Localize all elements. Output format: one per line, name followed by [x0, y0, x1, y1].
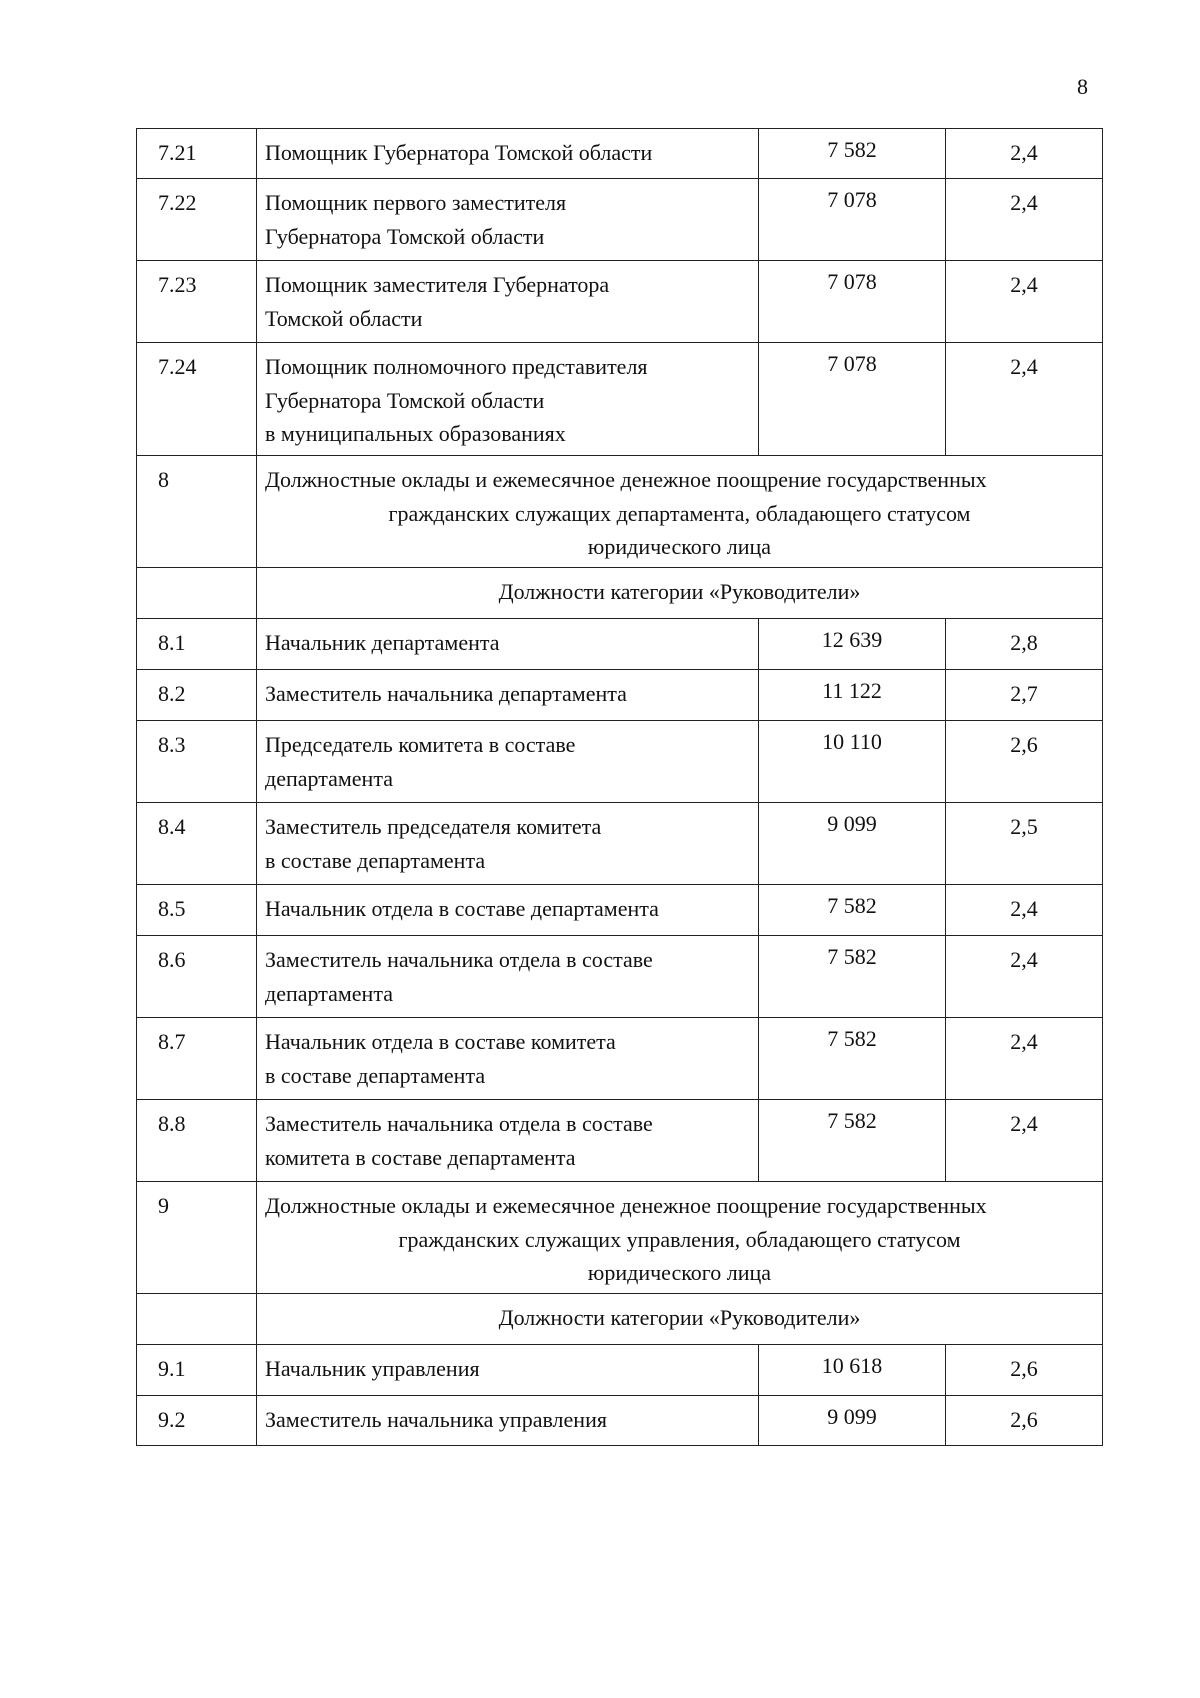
salary-cell: 11 122: [759, 670, 946, 721]
row-number: 8.5: [137, 885, 257, 936]
salary-table: [136, 128, 1103, 1446]
section-number: 8: [137, 456, 257, 568]
salary-cell: 7 582: [759, 1100, 946, 1182]
table-row: [137, 1345, 1103, 1396]
position-name: [257, 179, 759, 261]
table-row: [137, 803, 1103, 885]
salary-cell: 7 582: [759, 129, 946, 179]
row-number: 9.1: [137, 1345, 257, 1396]
position-name-line: в муниципальных образованиях: [265, 421, 566, 446]
table-row: [137, 670, 1103, 721]
position-name: [257, 1018, 759, 1100]
position-name: [257, 1100, 759, 1182]
row-number: 8.2: [137, 670, 257, 721]
row-number: 7.22: [137, 179, 257, 261]
page-number: 8: [1077, 74, 1088, 99]
row-number: 7.23: [137, 261, 257, 343]
position-name-line: Помощник заместителя Губернатора: [265, 272, 610, 297]
table-row: [137, 261, 1103, 343]
position-name-line: Томской области: [265, 305, 423, 331]
table-row: [137, 619, 1103, 670]
category-row: [137, 1294, 1103, 1345]
salary-cell: 10 110: [759, 721, 946, 803]
position-name: [257, 721, 759, 803]
position-name: [257, 670, 759, 721]
position-name-line: в составе департамента: [265, 1062, 486, 1088]
position-name-line: Губернатора Томской области: [265, 223, 545, 249]
section-title-line: Должностные оклады и ежемесячное денежное поощрение государственных: [265, 1193, 987, 1218]
coefficient-cell: 2,6: [946, 721, 1103, 803]
row-number: 7.24: [137, 343, 257, 456]
coefficient-cell: 2,6: [946, 1396, 1103, 1446]
salary-cell: 7 078: [759, 343, 946, 456]
position-name: [257, 619, 759, 670]
position-name-line: Начальник департамента: [265, 630, 500, 655]
table-row: [137, 1018, 1103, 1100]
position-name: [257, 261, 759, 343]
coefficient-cell: 2,8: [946, 619, 1103, 670]
section-title-line: гражданских служащих управления, обладающего статусом: [398, 1226, 961, 1252]
coefficient-cell: 2,7: [946, 670, 1103, 721]
salary-cell: 9 099: [759, 1396, 946, 1446]
salary-cell: 10 618: [759, 1345, 946, 1396]
position-name-line: Начальник отдела в составе департамента: [265, 896, 659, 921]
coefficient-cell: 2,4: [946, 1100, 1103, 1182]
table-row: [137, 179, 1103, 261]
coefficient-cell: 2,4: [946, 936, 1103, 1018]
row-number: 8.8: [137, 1100, 257, 1182]
coefficient-cell: 2,4: [946, 129, 1103, 179]
section-title-line: гражданских служащих департамента, обладающего статусом: [388, 500, 971, 526]
position-name: [257, 129, 759, 179]
section-number: 9: [137, 1182, 257, 1294]
empty-cell: [137, 1294, 257, 1345]
coefficient-cell: 2,4: [946, 343, 1103, 456]
position-name-line: Заместитель начальника департамента: [265, 681, 627, 706]
position-name-line: Заместитель начальника отдела в составе: [265, 1111, 653, 1136]
position-name-line: Помощник первого заместителя: [265, 190, 567, 215]
category-title: Должности категории «Руководители»: [257, 1294, 1103, 1345]
position-name-line: Начальник отдела в составе комитета: [265, 1029, 616, 1054]
table-row: [137, 936, 1103, 1018]
row-number: 8.4: [137, 803, 257, 885]
coefficient-cell: 2,4: [946, 885, 1103, 936]
position-name: [257, 885, 759, 936]
position-name-line: Заместитель председателя комитета: [265, 814, 602, 839]
section-title-line: юридического лица: [587, 534, 772, 559]
section-header-row: [137, 1182, 1103, 1294]
coefficient-cell: 2,6: [946, 1345, 1103, 1396]
empty-cell: [137, 568, 257, 619]
coefficient-cell: 2,4: [946, 179, 1103, 261]
position-name-line: Председатель комитета в составе: [265, 732, 576, 757]
salary-cell: 7 582: [759, 936, 946, 1018]
salary-cell: 7 078: [759, 261, 946, 343]
position-name-line: Помощник полномочного представителя: [265, 354, 648, 379]
position-name-line: Губернатора Томской области: [265, 387, 545, 413]
table-row: [137, 1100, 1103, 1182]
salary-cell: 7 582: [759, 1018, 946, 1100]
position-name-line: департамента: [265, 980, 393, 1006]
category-row: [137, 568, 1103, 619]
table-row: [137, 721, 1103, 803]
coefficient-cell: 2,4: [946, 261, 1103, 343]
coefficient-cell: 2,5: [946, 803, 1103, 885]
position-name: [257, 803, 759, 885]
table-row: [137, 1396, 1103, 1446]
section-title: [257, 1182, 1103, 1294]
section-header-row: [137, 456, 1103, 568]
row-number: 8.7: [137, 1018, 257, 1100]
section-title-line: Должностные оклады и ежемесячное денежное поощрение государственных: [265, 467, 987, 492]
table-row: [137, 885, 1103, 936]
position-name: [257, 343, 759, 456]
salary-cell: 12 639: [759, 619, 946, 670]
section-title: [257, 456, 1103, 568]
position-name-line: Начальник управления: [265, 1356, 480, 1381]
position-name: [257, 1396, 759, 1446]
row-number: 8.3: [137, 721, 257, 803]
position-name-line: в составе департамента: [265, 847, 486, 873]
section-title-line: юридического лица: [587, 1260, 772, 1285]
row-number: 9.2: [137, 1396, 257, 1446]
coefficient-cell: 2,4: [946, 1018, 1103, 1100]
row-number: 7.21: [137, 129, 257, 179]
position-name-line: комитета в составе департамента: [265, 1144, 576, 1170]
table-row: [137, 129, 1103, 179]
salary-cell: 7 078: [759, 179, 946, 261]
position-name-line: департамента: [265, 765, 393, 791]
salary-cell: 7 582: [759, 885, 946, 936]
position-name: [257, 936, 759, 1018]
position-name-line: Заместитель начальника отдела в составе: [265, 947, 653, 972]
category-title: Должности категории «Руководители»: [257, 568, 1103, 619]
position-name-line: Заместитель начальника управления: [265, 1407, 607, 1432]
salary-cell: 9 099: [759, 803, 946, 885]
row-number: 8.1: [137, 619, 257, 670]
position-name: [257, 1345, 759, 1396]
position-name-line: Помощник Губернатора Томской области: [265, 140, 653, 165]
row-number: 8.6: [137, 936, 257, 1018]
table-row: [137, 343, 1103, 456]
